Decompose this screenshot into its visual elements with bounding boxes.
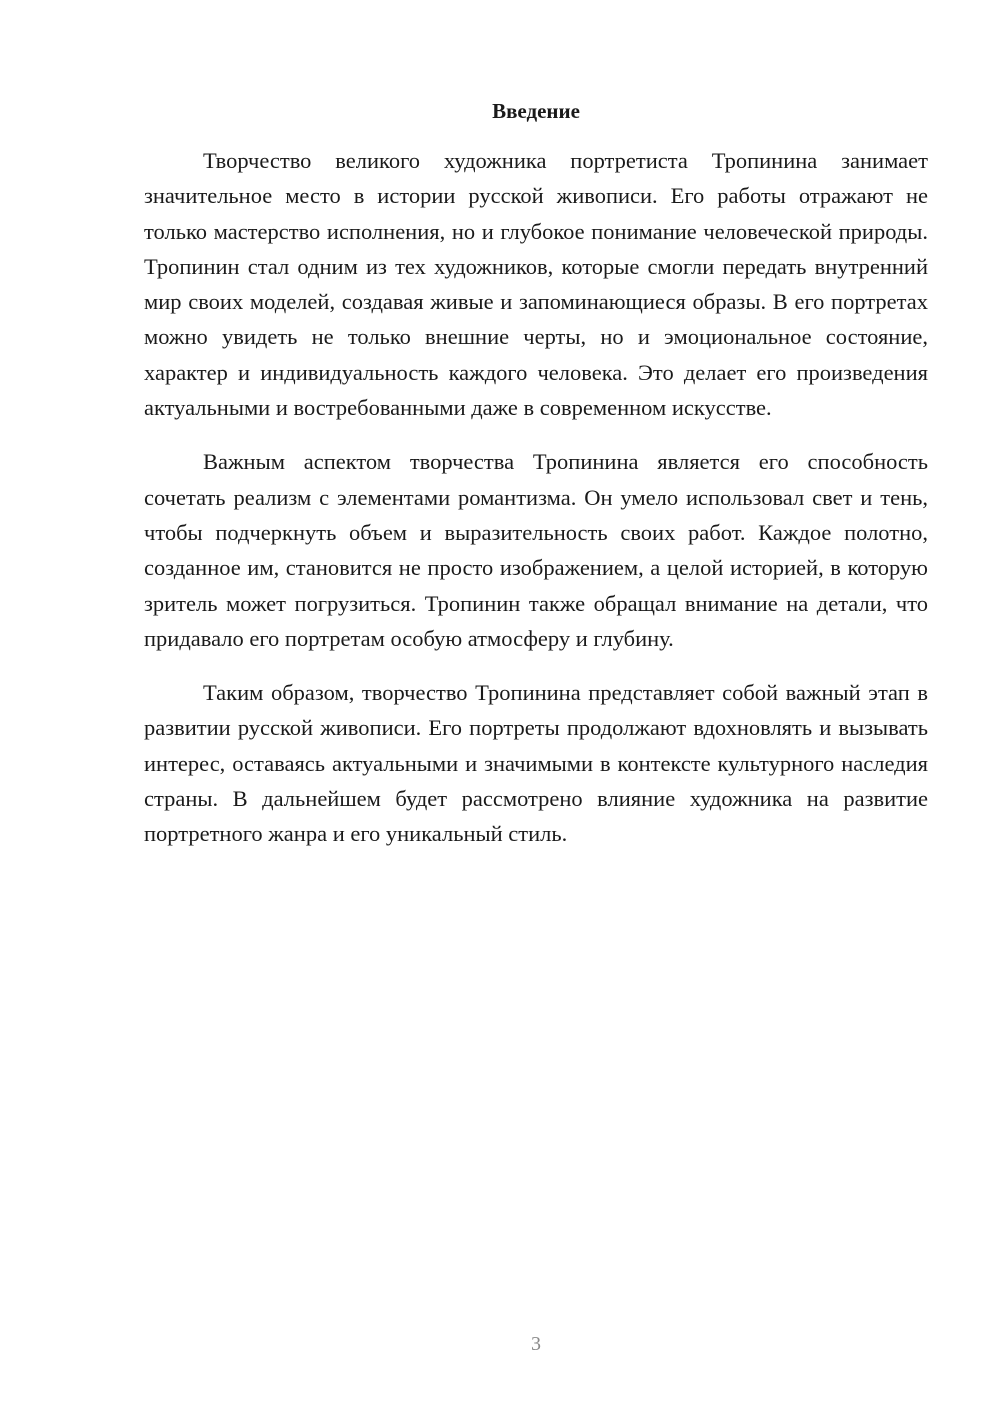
section-heading: Введение xyxy=(492,99,580,123)
page-number: 3 xyxy=(531,1333,541,1355)
paragraph-2: Важным аспектом творчества Тропинина является его способность сочетать реализм с элементами романтизма. Он умело использовал свет и тень, чтобы подчеркнуть объем и выразительность своих работ. Каждое полотно, созданное им, становится не просто изображением, а целой историей, в которую зритель может погрузиться. Тропинин также обращал внимание на детали, что придавало его портретам особую атмосферу и глубину. xyxy=(144,449,928,651)
paragraph-1: Творчество великого художника портретиста Тропинина занимает значительное место в истории русской живописи. Его работы отражают не только мастерство исполнения, но и глубокое понимание человеческой природы. Тропинин стал одним из тех художников, которые смогли передать внутренний мир своих моделей, создавая живые и запоминающиеся образы. В его портретах можно увидеть не только внешние черты, но и эмоциональное состояние, характер и индивидуальность каждого человека. Это делает его произведения актуальными и востребованными даже в современном искусстве. xyxy=(144,148,928,421)
paragraph-3: Таким образом, творчество Тропинина представляет собой важный этап в развитии русской живописи. Его портреты продолжают вдохновлять и вызывать интерес, оставаясь актуальными и значимыми в контексте культурного наследия страны. В дальнейшем будет рассмотрено влияние художника на развитие портретного жанра и его уникальный стиль. xyxy=(144,680,928,847)
body-text xyxy=(144,143,928,871)
